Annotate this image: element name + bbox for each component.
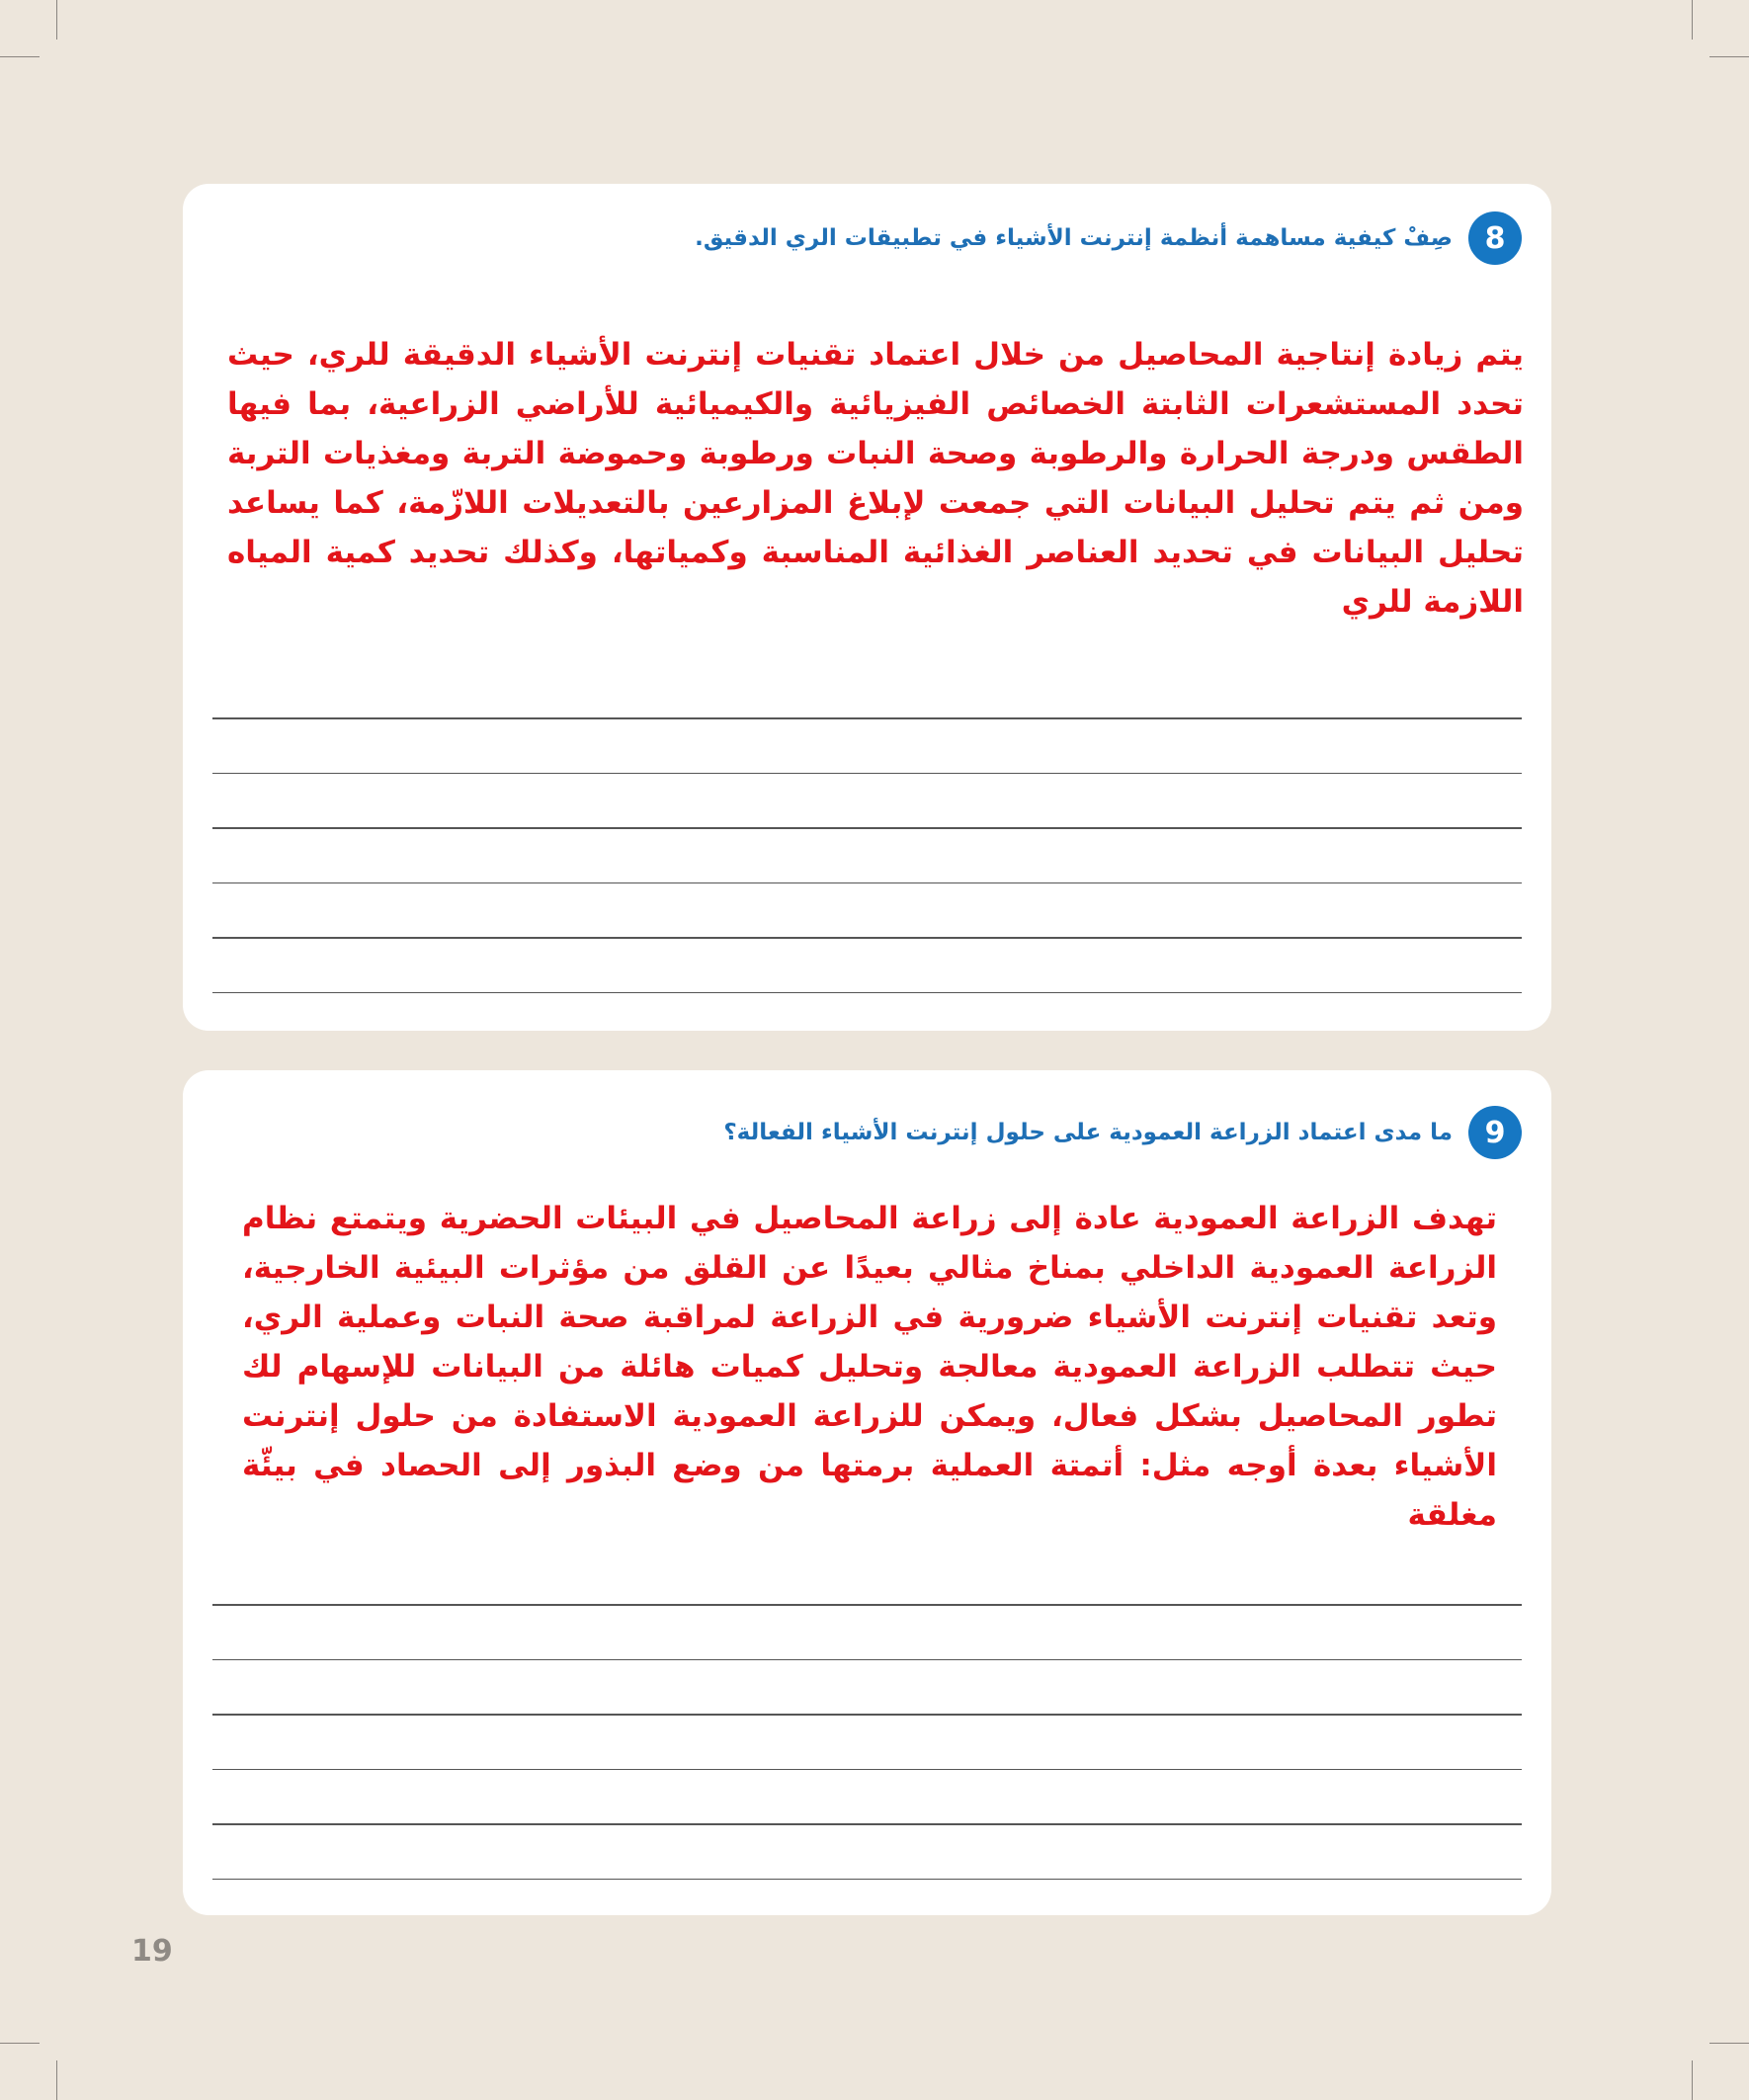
- answer-line: [212, 1604, 1522, 1606]
- answer-line: [212, 1769, 1522, 1771]
- answer-lines: [212, 717, 1522, 1047]
- answer-text: تهدف الزراعة العمودية عادة إلى زراعة المحاصيل في البيئات الحضرية ويتمتع نظام الزراعة العمودية الداخلي بمناخ مثالي بعيدًا عن القلق من مؤثرات البيئية الخارجية، وتعد تقنيات إنترنت الأشياء ضرورية في الزراعة لمراقبة صحة النبات وعملية الري، حيث تتطلب الزراعة العمودية معالجة وتحليل كميات هائلة من البيانات للإسهام لك تطور المحاصيل بشكل فعال، ويمكن للزراعة العمودية الاستفادة من حلول إنترنت الأشياء بعدة أوجه مثل: أتمتة العملية برمتها من وضع البذور إلى الحصاد في بيئّة مغلقة: [242, 1201, 1497, 1533]
- question-prompt: صِفْ كيفية مساهمة أنظمة إنترنت الأشياء في تطبيقات الري الدقيق.: [695, 225, 1453, 251]
- answer-line: [212, 1823, 1522, 1825]
- crop-mark: [56, 2060, 57, 2100]
- crop-mark: [1692, 0, 1693, 40]
- question-prompt: ما مدى اعتماد الزراعة العمودية على حلول إنترنت الأشياء الفعالة؟: [723, 1120, 1453, 1145]
- answer-line: [212, 827, 1522, 829]
- answer-line: [212, 882, 1522, 884]
- answer-line: [212, 937, 1522, 939]
- crop-mark: [0, 56, 40, 57]
- crop-mark: [56, 0, 57, 40]
- answer-line: [212, 1659, 1522, 1661]
- question-number-badge: 9: [1468, 1106, 1522, 1159]
- question-number-badge: 8: [1468, 211, 1522, 265]
- question-card-9: [183, 1070, 1551, 1915]
- answer-line: [212, 992, 1522, 994]
- answer-lines: [212, 1604, 1522, 1933]
- crop-mark: [0, 2043, 40, 2044]
- page-number: 19: [131, 1934, 173, 1969]
- crop-mark: [1709, 2043, 1749, 2044]
- answer-line: [212, 773, 1522, 775]
- answer-line: [212, 717, 1522, 719]
- answer-line: [212, 1879, 1522, 1881]
- question-card-8: [183, 184, 1551, 1031]
- answer-text: يتم زيادة إنتاجية المحاصيل من خلال اعتماد تقنيات إنترنت الأشياء الدقيقة للري، حيث تحدد المستشعرات الثابتة الخصائص الفيزيائية والكيميائية للأراضي الزراعية، بما فيها الطقس ودرجة الحرارة والرطوبة وصحة النبات ورطوبة وحموضة التربة ومغذيات التربة ومن ثم يتم تحليل البيانات التي جمعت لإبلاغ المزارعين بالتعديلات اللازّمة، كما يساعد تحليل البيانات في تحديد العناصر الغذائية المناسبة وكمياتها، وكذلك تحديد كمية المياه اللازمة للري: [227, 337, 1524, 620]
- crop-mark: [1692, 2060, 1693, 2100]
- answer-line: [212, 1714, 1522, 1716]
- crop-mark: [1709, 56, 1749, 57]
